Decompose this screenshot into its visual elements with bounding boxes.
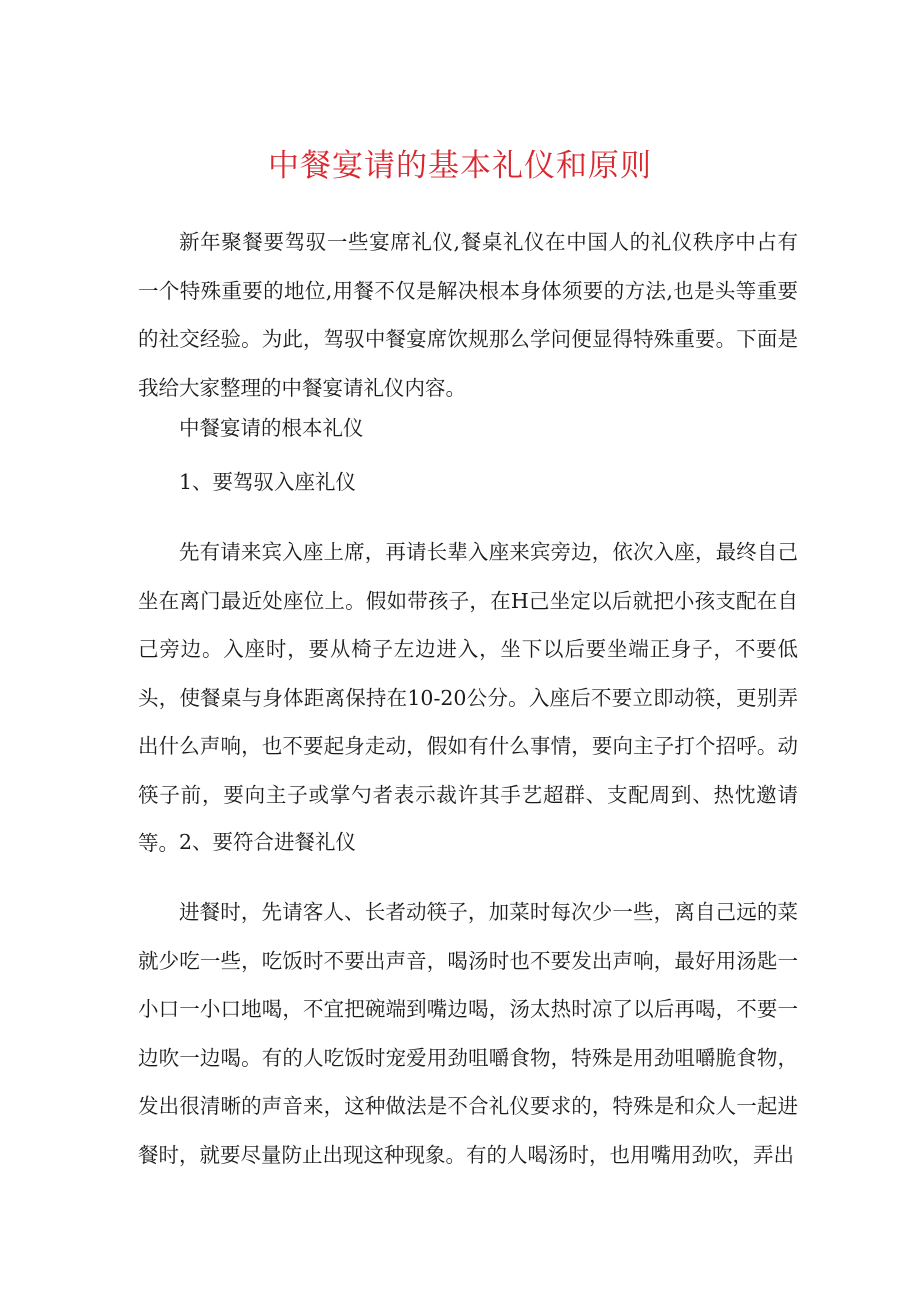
- item1-paragraph: [138, 528, 798, 868]
- intro-paragraph: [138, 218, 798, 412]
- item1-body-text: 先有请来宾入座上席，再请长辈入座来宾旁边，依次入座，最终自己坐在离门最近处座位上。假如带孩子，在H己坐定以后就把小孩支配在自己旁边。入座时，要从椅子左边进入，坐下以后要坐端正身子，不要低头，使餐桌与身体距离保持在10-20公分。入座后不要立即动筷，更别弄出什么声响，也不要起身走动，假如有什么事情，要向主子打个招呼。动筷子前，要向主子或掌勺者表示裁许其手艺超群、支配周到、热忱邀请等。: [138, 540, 798, 855]
- item1-heading: [138, 466, 798, 498]
- document-title: 中餐宴请的基本礼仪和原则: [268, 148, 652, 184]
- item1-heading-text: 1、要驾驭入座礼仪: [179, 470, 357, 494]
- item2-paragraph: [138, 888, 798, 1179]
- section-heading-text: 中餐宴请的根本礼仪: [179, 416, 364, 440]
- item2-body-text: 进餐时，先请客人、长者动筷子，加菜时每次少一些，离自己远的菜就少吃一些，吃饭时不要出声音，喝汤时也不要发出声响，最好用汤匙一小口一小口地喝，不宜把碗端到嘴边喝，汤太热时凉了以后再喝，不要一边吹一边喝。有的人吃饭时宠爱用劲咀嚼食物，特殊是用劲咀嚼脆食物，发出很清晰的声音来，这种做法是不合礼仪要求的，特殊是和众人一起进餐时，就要尽量防止出现这种现象。有的人喝汤时，也用嘴用劲吹，弄出: [138, 900, 798, 1167]
- item2-heading-text: 2、要符合进餐礼仪: [179, 830, 357, 854]
- item2-heading: [138, 826, 798, 858]
- section-heading: [138, 412, 798, 444]
- intro-text: 新年聚餐要驾驭一些宴席礼仪,餐桌礼仪在中国人的礼仪秩序中占有一个特殊重要的地位,用餐不仅是解决根本身体须要的方法,也是头等重要的社交经验。为此，驾驭中餐宴席饮规那么学问便显得特殊重要。下面是我给大家整理的中餐宴请礼仪内容。: [138, 230, 798, 400]
